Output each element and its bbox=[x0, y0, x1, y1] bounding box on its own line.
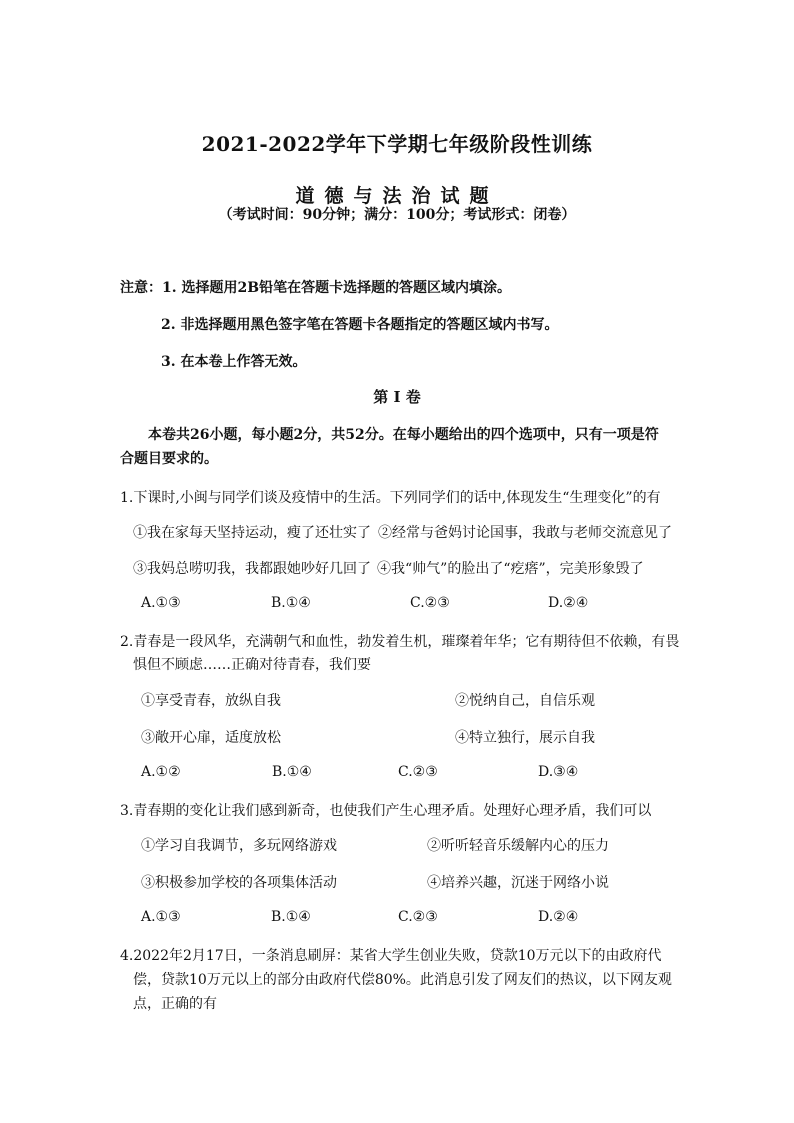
subject-title: 道德与法治试题 bbox=[295, 185, 499, 207]
section-intro-line1: 本卷共26小题，每小题2分，共52分。在每小题给出的四个选项中，只有一项是符 bbox=[148, 427, 659, 443]
q1-option-d: D.②④ bbox=[548, 595, 589, 611]
q2-statement-1: ①享受青春，放纵自我 bbox=[141, 693, 281, 709]
q2-option-b: B.①④ bbox=[272, 764, 312, 780]
q3-stem: 3.青春期的变化让我们感到新奇，也使我们产生心理矛盾。处理好心理矛盾，我们可以 bbox=[120, 803, 652, 819]
q3-statement-3: ③积极参加学校的各项集体活动 bbox=[141, 875, 337, 891]
volume-title: 第 I 卷 bbox=[373, 388, 421, 406]
q2-option-d: D.③④ bbox=[538, 764, 579, 780]
q3-statement-2: ②听听轻音乐缓解内心的压力 bbox=[427, 838, 609, 854]
exam-info: （考试时间：90分钟；满分：100分；考试形式：闭卷） bbox=[218, 207, 576, 223]
q3-option-a: A.①③ bbox=[141, 909, 181, 925]
q2-stem-line1: 2.青春是一段风华，充满朝气和血性，勃发着生机，璀璨着年华；它有期待但不依赖，有畏 bbox=[120, 634, 680, 650]
q2-stem-line2: 惧但不顾虑……正确对待青春，我们要 bbox=[133, 657, 371, 673]
q1-option-a: A.①③ bbox=[141, 595, 181, 611]
exam-title: 2021-2022学年下学期七年级阶段性训练 bbox=[201, 132, 593, 156]
section-intro-line2: 合题目要求的。 bbox=[120, 451, 218, 467]
q2-statement-3: ③敞开心扉，适度放松 bbox=[141, 730, 281, 746]
q3-statement-4: ④培养兴趣，沉迷于网络小说 bbox=[427, 875, 609, 891]
q2-option-a: A.①② bbox=[141, 764, 181, 780]
q1-stem: 1.下课时,小闽与同学们谈及疫情中的生活。下列同学们的话中,体现发生“生理变化”的有 bbox=[120, 490, 661, 506]
q3-option-b: B.①④ bbox=[271, 909, 311, 925]
note-3: 3. 在本卷上作答无效。 bbox=[161, 354, 307, 370]
q1-statement-3: ③我妈总唠叨我，我都跟她吵好几回了 bbox=[133, 561, 371, 577]
q4-stem-line2: 偿，贷款10万元以上的部分由政府代偿80%。此消息引发了网友们的热议，以下网友观 bbox=[133, 972, 672, 988]
q4-stem-line1: 4.2022年2月17日，一条消息刷屏：某省大学生创业失败，贷款10万元以下的由政府代 bbox=[120, 948, 662, 964]
q2-statement-2: ②悦纳自己，自信乐观 bbox=[455, 693, 595, 709]
q2-option-c: C.②③ bbox=[398, 764, 438, 780]
q3-statement-1: ①学习自我调节，多玩网络游戏 bbox=[141, 838, 337, 854]
q2-statement-4: ④特立独行，展示自我 bbox=[455, 730, 595, 746]
q1-option-c: C.②③ bbox=[410, 595, 450, 611]
q1-option-b: B.①④ bbox=[271, 595, 311, 611]
q3-option-c: C.②③ bbox=[398, 909, 438, 925]
q1-statement-2: ②经常与爸妈讨论国事，我敢与老师交流意见了 bbox=[378, 525, 672, 541]
note-1: 注意：1. 选择题用2B铅笔在答题卡选择题的答题区域内填涂。 bbox=[120, 280, 512, 296]
q1-statement-4: ④我“帅气”的脸出了“疙瘩”，完美形象毁了 bbox=[377, 561, 644, 577]
q3-option-d: D.②④ bbox=[538, 909, 579, 925]
q1-statement-1: ①我在家每天坚持运动，瘦了还壮实了 bbox=[133, 525, 371, 541]
q4-stem-line3: 点，正确的有 bbox=[133, 996, 217, 1012]
note-2: 2. 非选择题用黑色签字笔在答题卡各题指定的答题区域内书写。 bbox=[161, 317, 559, 333]
